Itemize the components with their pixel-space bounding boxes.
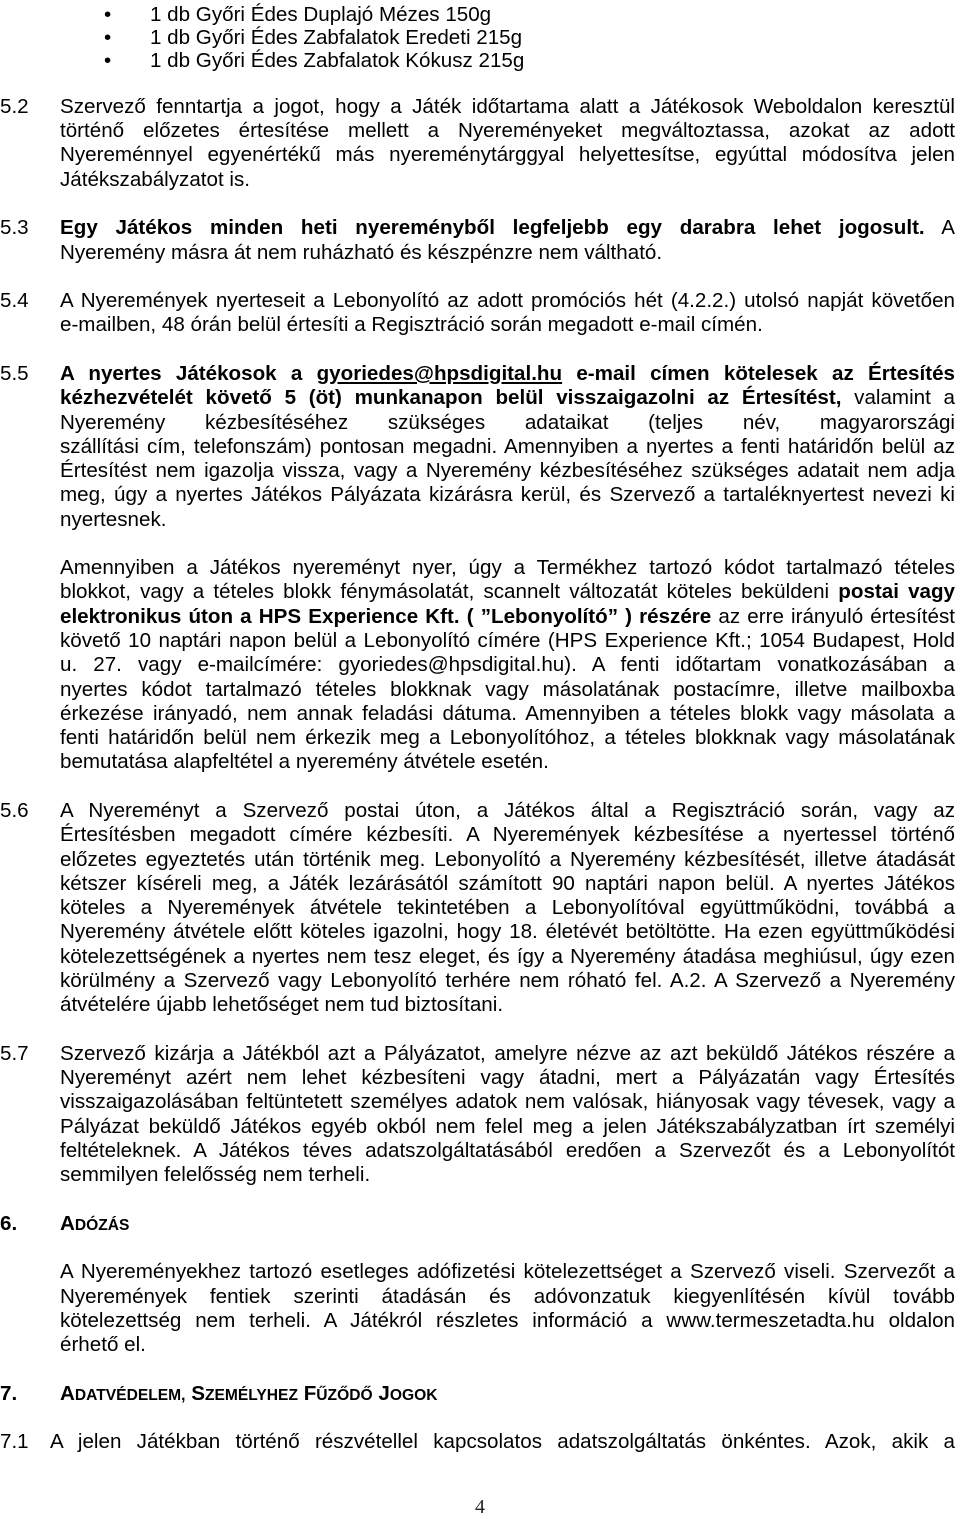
text-line: Nyereménnyel egyenértékű más nyereménytárggyal helyettesítse, egyúttal módosítva jelen: [60, 143, 955, 167]
heading-line: [60, 1212, 955, 1236]
section-6-paragraph: [0, 1260, 960, 1357]
text-line: A jelen Játékban történő részvétellel kapcsolatos adatszolgáltatás önkéntes. Azok, akik a: [50, 1430, 955, 1454]
text-line: feltételeknek. A Játékos téves adatszolgáltatásából eredően a Szervezőt és a Lebonyolítót: [60, 1138, 955, 1162]
section-5-2: [0, 95, 960, 192]
heading-initial: J: [378, 1381, 390, 1405]
section-number: 7.1: [0, 1430, 29, 1454]
section-text: [60, 95, 955, 192]
list-item: [0, 26, 960, 49]
text-line: Szervező fenntartja a jogot, hogy a Játék időtartama alatt a Játékosok Weboldalon keresztül: [60, 94, 955, 118]
text-line: u. 27. vagy e-mailcímére: gyoriedes@hpsdigital.hu). A fenti időtartam vonatkozásában a: [60, 653, 955, 677]
text-segment: valamint a: [841, 386, 955, 410]
list-item-text: 1 db Győri Édes Zabfalatok Eredeti 215g: [150, 25, 523, 49]
bullet-icon: •: [104, 2, 112, 26]
text-line: [60, 216, 955, 240]
section-number: 5.6: [0, 799, 29, 822]
list-item-text: 1 db Győri Édes Zabfalatok Kókusz 215g: [150, 49, 525, 73]
section-5-3: [0, 216, 960, 265]
bullet-icon: •: [104, 25, 112, 49]
text-line: átvételére újabb lehetőséget nem tud biztosítani.: [60, 993, 504, 1017]
heading-line: [60, 1382, 955, 1406]
section-number: 5.4: [0, 289, 29, 313]
text-line: előzetes egyeztetés után történik meg. Lebonyolító a Nyeremény kézbesítését, illetve átadását: [60, 847, 955, 871]
section-text: [60, 799, 955, 1018]
heading-title: [60, 1382, 437, 1405]
text-line: Pályázat beküldő Játékos egyéb okból nem felel meg a jelen Játékszabályzatban írt személyi: [60, 1114, 955, 1138]
document-body: [0, 95, 960, 1479]
section-number: 5.7: [0, 1041, 29, 1065]
section-text: [50, 1430, 955, 1454]
text-line: kötelezettség nem terheli. A Játékról részletes információ a www.termeszetadta.hu oldalon: [60, 1308, 955, 1332]
heading-initial: A: [60, 1211, 75, 1235]
heading-7: [0, 1382, 960, 1406]
bold-text: kézhezvételét követő 5 (öt) munkanapon belül visszaigazolni az Értesítést,: [60, 386, 842, 410]
text-line: A Nyereményekhez tartozó esetleges adófizetési kötelezettséget a Szervező viseli. Szervezőt a: [60, 1260, 955, 1284]
text-segment: az erre irányuló értesítést: [711, 604, 955, 628]
text-line: nyertesnek.: [60, 507, 167, 531]
text-line: Szervező kizárja a Játékból azt a Pályázatot, amelyre nézve az azt beküldő Játékos részére a: [60, 1041, 955, 1065]
bold-text: Egy Játékos minden heti nyereményből legfeljebb egy darabra lehet jogosult.: [60, 216, 925, 240]
section-text: [60, 362, 955, 532]
text-line: nyertes kódot tartalmazó tételes blokknak vagy másolatának postacímre, illetve mailboxba: [60, 677, 955, 701]
text-line: kétszer kíséreli meg, a Játék lezárásától számított 90 naptári napon belül. A nyertes Játékos: [60, 871, 955, 895]
text-line: köteles a Nyeremények átvétele tekintetében a Lebonyolítóval együttműködni, továbbá a: [60, 896, 955, 920]
text-line: Nyeremény kézbesítéséhez szükséges adataikat (teljes név, magyarországi: [60, 410, 955, 434]
text-line: visszaigazolásában feltüntetett személyes adatok nem valósak, hiányosak vagy tévesek, vagy a: [60, 1090, 955, 1114]
text-line: érhető el.: [60, 1333, 146, 1357]
bold-text: A nyertes Játékosok a: [60, 361, 317, 385]
text-segment: A: [924, 216, 955, 240]
bold-text: elektronikus úton a HPS Experience Kft. ( ”Lebonyolító” ) részére: [60, 604, 712, 628]
text-line: szállítási cím, telefonszám) pontosan megadni. Amennyiben a nyertes a fenti határidőn belül az: [60, 434, 955, 458]
heading-rest: DATVÉDELEM,: [74, 1386, 186, 1404]
page-number: 4: [475, 1496, 485, 1518]
heading-initial: A: [60, 1381, 75, 1405]
text-line: [60, 362, 955, 386]
text-line: Értesítésben megadott címére kézbesíti. A Nyeremények kézbesítése a nyertessel történő: [60, 823, 955, 847]
text-line: Játékszabályzatot is.: [60, 167, 251, 191]
section-text: [60, 216, 955, 265]
section-text: [60, 1042, 955, 1188]
section-7-1: [0, 1430, 960, 1454]
text-line: Nyeremény átvétele előtt köteles igazolni, hogy 18. életévét betöltötte. Ha ezen együttműködési: [60, 920, 955, 944]
section-5-6: [0, 799, 960, 1018]
section-5-7: [0, 1042, 960, 1188]
text-line: történő előzetes értesítése mellett a Nyereményeket megváltoztassa, azokat az adott: [60, 119, 955, 143]
heading-number: 6.: [0, 1211, 18, 1235]
heading-number: 7.: [0, 1381, 18, 1405]
heading-rest: DÓZÁS: [74, 1216, 130, 1234]
section-text: [60, 289, 955, 338]
section-number: 5.2: [0, 94, 29, 118]
text-line: Amennyiben a Játékos nyereményt nyer, úgy a Termékhez tartozó kódot tartalmazó tételes: [60, 556, 955, 580]
text-line: fenti határidőn belül nem érkezik meg a Lebonyolítóhoz, a tételes blokknak vagy másolatának: [60, 726, 955, 750]
text-line: meg, úgy a nyertes Játékos Pályázata kizárásra kerül, és Szervező a tartaléknyertest nevezi ki: [60, 483, 955, 507]
text-line: Nyeremények fentiek szerinti átadásán és adóvonzatuk kiegyenlítésén kívül tovább: [60, 1284, 955, 1308]
text-segment: blokkot, vagy a tételes blokk fénymásolatát, scannelt változatát köteles beküldeni: [60, 580, 839, 604]
text-line: bemutatása alapfeltétel a nyeremény átvétele esetén.: [60, 750, 549, 774]
section-5-4: [0, 289, 960, 338]
list-item: [0, 49, 960, 72]
heading-initial: S: [191, 1381, 205, 1405]
text-line: Nyereményt azért nem lehet kézbesíteni vagy átadni, mert a Pályázatán vagy Értesítés: [60, 1066, 955, 1090]
bullet-icon: •: [104, 49, 112, 73]
text-line: [60, 386, 955, 410]
section-5-5-paragraph: [0, 556, 960, 775]
heading-initial: F: [303, 1381, 317, 1405]
text-line: A Nyereményt a Szervező postai úton, a Játékos által a Regisztráció során, vagy az: [60, 799, 955, 822]
heading-rest: ZEMÉLYHEZ: [204, 1386, 298, 1404]
bold-text: postai vagy: [838, 580, 956, 604]
text-line: Nyeremény másra át nem ruházható és készpénzre nem váltható.: [60, 240, 663, 264]
paragraph-text: [60, 1260, 955, 1357]
paragraph-text: [60, 556, 955, 775]
heading-6: [0, 1212, 960, 1236]
prize-list: [0, 3, 960, 73]
text-line: [60, 605, 955, 629]
heading-rest: OGOK: [389, 1386, 438, 1404]
section-number: 5.3: [0, 216, 29, 240]
section-number: 5.5: [0, 361, 29, 385]
heading-title: [60, 1212, 129, 1235]
text-line: e-mailben, 48 órán belül értesíti a Regisztráció során megadott e-mail címén.: [60, 313, 763, 337]
section-5-5: [0, 362, 960, 532]
text-line: A Nyeremények nyerteseit a Lebonyolító az adott promóciós hét (4.2.2.) utolsó napját követően: [60, 289, 955, 313]
text-line: [60, 580, 955, 604]
text-line: Értesítést nem igazolja vissza, vagy a Nyeremény kézbesítéséhez szükséges adatait nem adja: [60, 459, 955, 483]
bold-text: e-mail címen kötelesek az Értesítés: [562, 361, 956, 385]
text-line: kötelezettségének a nyertes nem tesz eleget, és így a Nyeremény átadása meghiúsul, úgy ezen: [60, 944, 955, 968]
heading-rest: ŰZŐDŐ: [316, 1386, 373, 1404]
text-line: körülmény a Szervező vagy Lebonyolító terhére nem róható fel. A.2. A Szervező a Nyeremény: [60, 968, 955, 992]
email-link[interactable]: gyoriedes@hpsdigital.hu: [316, 361, 563, 385]
text-line: érkezése irányadó, nem annak feladási dátuma. Amennyiben a tételes blokk vagy másolata a: [60, 701, 955, 725]
list-item-text: 1 db Győri Édes Duplajó Mézes 150g: [150, 2, 492, 26]
list-item: [0, 3, 960, 26]
text-line: követő 10 naptári napon belül a Lebonyolító címére (HPS Experience Kft.; 1054 Budapest, Hold: [60, 629, 955, 653]
text-line: semmilyen felelősség nem terheli.: [60, 1163, 371, 1187]
